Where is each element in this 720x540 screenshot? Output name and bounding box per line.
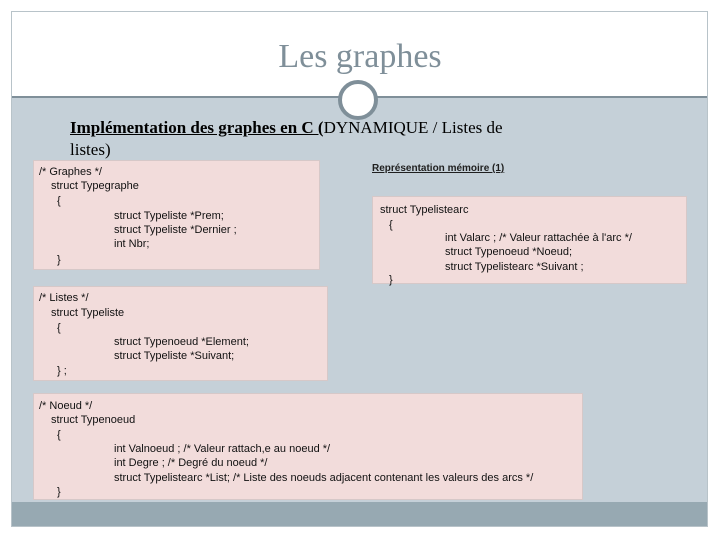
footer-band bbox=[12, 502, 707, 526]
code-line: struct Typeliste *Prem; bbox=[114, 210, 224, 222]
code-block-liste bbox=[33, 286, 328, 381]
code-line: } bbox=[57, 486, 61, 498]
heading-rest: DYNAMIQUE / Listes de bbox=[323, 118, 503, 137]
code-block-graphe bbox=[33, 160, 320, 270]
code-line: int Valarc ; /* Valeur rattachée à l'arc */ bbox=[445, 232, 632, 244]
code-line: { bbox=[57, 195, 61, 207]
code-line: int Valnoeud ; /* Valeur rattach,e au noeud */ bbox=[114, 443, 331, 455]
code-line: struct Typenoeud *Element; bbox=[114, 336, 249, 348]
code-block-arc bbox=[372, 196, 687, 284]
code-line: struct Typeliste *Dernier ; bbox=[114, 224, 237, 236]
slide-title: Les graphes bbox=[278, 38, 442, 75]
code-line: struct Typenoeud bbox=[51, 414, 136, 426]
code-line: struct Typelistearc *List; /* Liste des noeuds adjacent contenant les valeurs des arcs */ bbox=[114, 472, 534, 484]
code-line: int Nbr; bbox=[114, 238, 150, 250]
code-line: struct Typelistearc bbox=[380, 204, 469, 216]
code-line: int Degre ; /* Degré du noeud */ bbox=[114, 457, 268, 469]
code-line: /* Graphes */ bbox=[39, 166, 102, 178]
code-line: { bbox=[389, 219, 393, 231]
code-line: { bbox=[57, 429, 61, 441]
code-line: } bbox=[57, 254, 61, 266]
memory-representation-title: Représentation mémoire (1) bbox=[372, 163, 505, 174]
code-line: { bbox=[57, 322, 61, 334]
code-line: struct Typelistearc *Suivant ; bbox=[445, 261, 584, 273]
code-line: /* Noeud */ bbox=[39, 400, 93, 412]
code-line: struct Typenoeud *Noeud; bbox=[445, 246, 572, 258]
code-line: struct Typegraphe bbox=[51, 180, 139, 192]
section-heading bbox=[70, 117, 630, 161]
code-line: } bbox=[389, 274, 393, 286]
code-line: /* Listes */ bbox=[39, 292, 89, 304]
code-block-noeud bbox=[33, 393, 583, 500]
heading-underlined-part: Implémentation des graphes en C ( bbox=[70, 118, 324, 137]
code-line: } ; bbox=[57, 365, 67, 377]
circle-ornament-icon bbox=[338, 80, 378, 120]
code-line: struct Typeliste *Suivant; bbox=[114, 350, 235, 362]
heading-line2: listes) bbox=[70, 140, 111, 159]
code-line: struct Typeliste bbox=[51, 307, 125, 319]
